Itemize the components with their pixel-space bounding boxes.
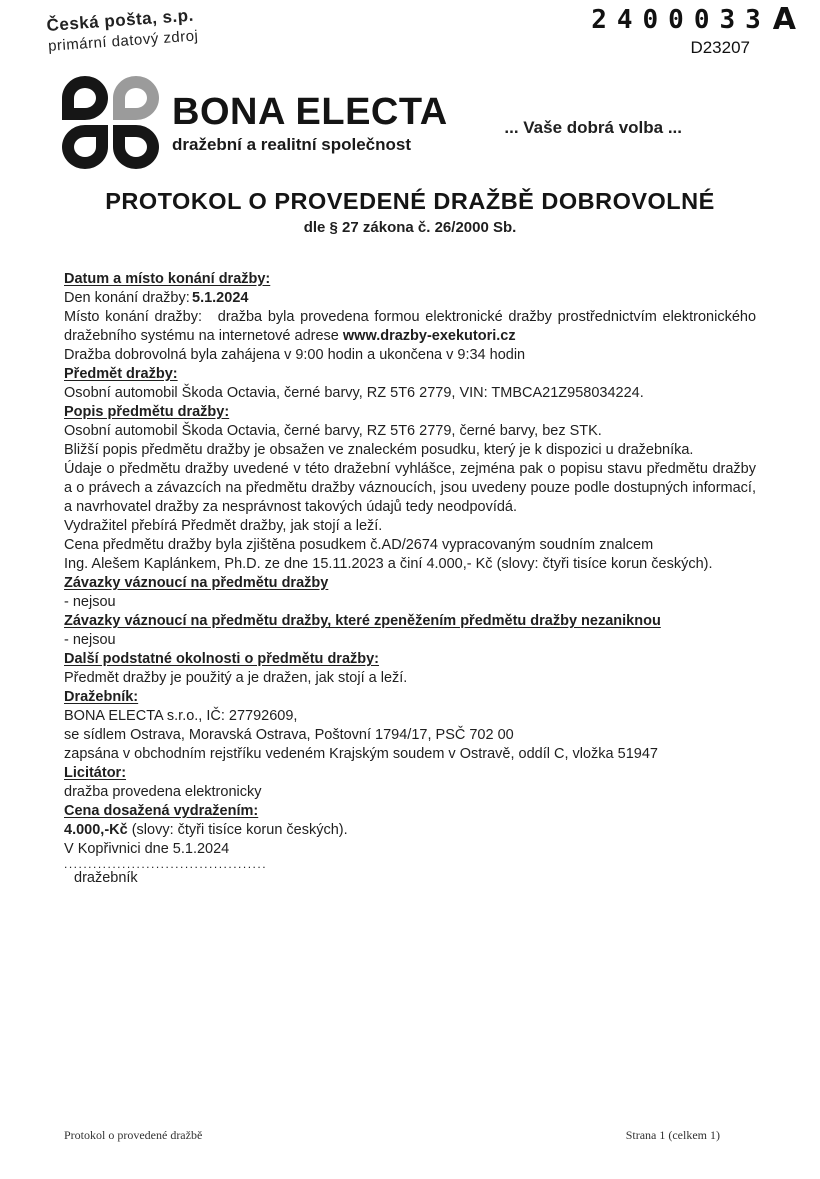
company-slogan: ... Vaše dobrá volba ... [504, 118, 682, 137]
final-price-line [64, 821, 756, 840]
liabilities-value: - nejsou [64, 594, 116, 610]
letterhead [62, 76, 760, 172]
section-heading: Další podstatné okolnosti o předmětu dražby: [64, 651, 380, 667]
section-disclaimer [64, 460, 756, 536]
subject-line: Osobní automobil Škoda Octavia, černé barvy, RZ 5T6 2779, VIN: TMBCA21Z958034224. [64, 385, 644, 401]
section-heading: Dražebník: [64, 689, 139, 705]
document-ref-number: D23207 [690, 38, 750, 57]
valuation-line: Cena předmětu dražby byla zjištěna posudkem č.AD/2674 vypracovaným soudním znalcem [64, 537, 654, 553]
section-liabilities [64, 574, 756, 612]
valuation-line: Ing. Alešem Kaplánkem, Ph.D. ze dne 15.11.2023 a činí 4.000,- Kč (slovy: čtyři tisíce korun českých). [64, 556, 713, 572]
logo-petal-bottom-right [113, 125, 159, 169]
section-liabilities-surviving [64, 612, 756, 650]
disclaimer-note: Vydražitel přebírá Předmět dražby, jak stojí a leží. [64, 518, 383, 534]
logo-petal-top-left [62, 76, 108, 120]
section-description [64, 403, 756, 460]
auction-day-value: 5.1.2024 [192, 290, 249, 306]
section-heading: Závazky váznoucí na předmětu dražby, které zpeněžením předmětu dražby nezaniknou [64, 613, 661, 629]
footer-document-name: Protokol o provedené dražbě [64, 1128, 203, 1142]
company-tagline: dražební a realitní společnost [172, 134, 412, 154]
document-code-row [591, 2, 796, 37]
other-circumstances-value: Předmět dražby je použitý a je dražen, jak stojí a leží. [64, 670, 408, 686]
description-line: Osobní automobil Škoda Octavia, černé barvy, RZ 5T6 2779, černé barvy, bez STK. [64, 423, 602, 439]
logo-text [172, 93, 448, 155]
document-code-suffix: A [772, 2, 796, 37]
document-title: PROTOKOL O PROVEDENÉ DRAŽBĚ DOBROVOLNÉ [105, 188, 715, 214]
licitator-value: dražba provedena elektronicky [64, 784, 262, 800]
auctioneer-line: BONA ELECTA s.r.o., IČ: 27792609, [64, 708, 298, 724]
stamp-line1: Česká pošta, s.p. [46, 5, 195, 35]
closing-place-date: V Kopřivnici dne 5.1.2024 [64, 841, 230, 857]
auctioneer-line: se sídlem Ostrava, Moravská Ostrava, Poštovní 1794/17, PSČ 702 00 [64, 727, 514, 743]
section-subject [64, 365, 756, 403]
auction-day-label: Den konání dražby: [64, 290, 190, 306]
section-valuation [64, 536, 756, 574]
auction-duration: Dražba dobrovolná byla zahájena v 9:00 hodin a ukončena v 9:34 hodin [64, 347, 526, 363]
section-other-circumstances [64, 650, 756, 688]
auction-place-paragraph [64, 308, 756, 346]
section-heading: Datum a místo konání dražby: [64, 271, 271, 287]
document-body [64, 270, 756, 888]
postal-stamp [46, 5, 199, 54]
auction-place-text: dražba byla provedena formou elektronické dražby prostřednictvím elektronického dražebního systému na internetové adrese [64, 309, 757, 344]
footer-page-number: Strana 1 (celkem 1) [625, 1128, 720, 1142]
auctioneer-line: zapsána v obchodním rejstříku vedeném Krajským soudem v Ostravě, oddíl C, vložka 51947 [64, 746, 658, 762]
company-name: BONA ELECTA [172, 91, 448, 134]
section-auctioneer [64, 688, 756, 764]
section-heading: Závazky váznoucí na předmětu dražby [64, 575, 329, 591]
section-licitator [64, 764, 756, 802]
liabilities-surviving-value: - nejsou [64, 632, 116, 648]
section-heading: Cena dosažená vydražením: [64, 803, 259, 819]
logo-petal-top-right [113, 76, 159, 120]
page-footer [64, 1128, 720, 1143]
document-code [591, 2, 796, 58]
logo-petal-bottom-left [62, 125, 108, 169]
document-code-digits: 2400033 [591, 4, 771, 35]
clover-logo-icon [62, 76, 162, 172]
final-price-words: (slovy: čtyři tisíce korun českých). [127, 822, 348, 838]
signature-block [64, 859, 756, 888]
signature-label: dražebník [74, 870, 138, 886]
section-date-place [64, 270, 756, 365]
section-heading: Popis předmětu dražby: [64, 404, 230, 420]
title-block [0, 188, 820, 236]
stamp-line2: primární datový zdroj [47, 27, 199, 55]
section-heading: Předmět dražby: [64, 366, 178, 382]
final-price-amount: 4.000,-Kč [64, 822, 128, 838]
section-heading: Licitátor: [64, 765, 127, 781]
description-line: Bližší popis předmětu dražby je obsažen ve znaleckém posudku, který je k dispozici u dražebníka. [64, 442, 694, 458]
document-subtitle: dle § 27 zákona č. 26/2000 Sb. [303, 219, 517, 236]
section-final-price [64, 802, 756, 840]
auction-website: www.drazby-exekutori.cz [342, 328, 516, 344]
disclaimer-paragraph: Údaje o předmětu dražby uvedené v této dražební vyhlášce, zejména pak o popisu stavu předmětu dražby a o právech a závazcích na předmětu dražby váznoucích, jsou uvedeny pouze podle dostupných informací, a navrhovatel dražby za nesprávnost takových údajů tedy neodpovídá. [64, 461, 756, 515]
signature-line: .......................................... [64, 857, 268, 871]
auction-day-line [64, 289, 756, 308]
auction-place-label: Místo konání dražby: [64, 309, 203, 325]
